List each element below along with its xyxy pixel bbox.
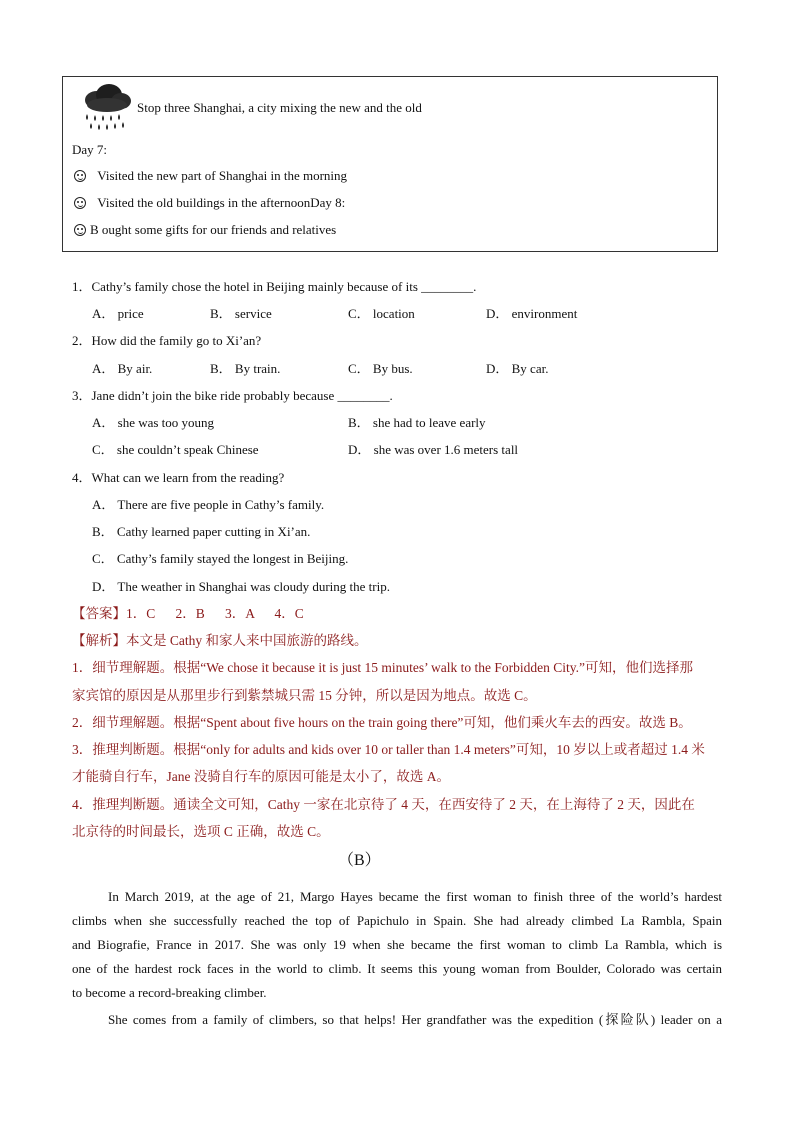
option: D． environment bbox=[486, 306, 578, 321]
section-heading: （B） bbox=[338, 852, 381, 869]
analysis-line: 2．细节理解题。根据“Spent about five hours on the train going there”可知，他们乘火车去的西安。故选 B。 bbox=[72, 715, 692, 730]
list-item bbox=[74, 195, 345, 211]
analysis-line: 家宾馆的原因是从那里步行到紫禁城只需 15 分钟，所以是因为地点。故选 C。 bbox=[72, 688, 537, 703]
analysis-intro: 本文是 Cathy 和家人来中国旅游的路线。 bbox=[126, 633, 368, 648]
analysis-line: 1．细节理解题。根据“We chose it because it is just 15 minutes’ walk to the Forbidden City.”可知，他们选择那 bbox=[72, 660, 693, 675]
option: D． The weather in Shanghai was cloudy during the trip. bbox=[92, 579, 390, 594]
smiley-icon bbox=[74, 197, 86, 209]
answer-label: 【答案】 bbox=[72, 606, 126, 621]
option: B． service bbox=[210, 306, 272, 321]
paragraph-line: and Biografie, France in 2017. She was only 19 when she became the first woman to climb La Rambla, which is bbox=[72, 937, 722, 952]
option: A． she was too young bbox=[92, 415, 215, 430]
paragraph-line: In March 2019, at the age of 21, Margo Hayes became the first woman to finish three of the world’s hardest bbox=[108, 889, 722, 904]
analysis-line: 4．推理判断题。通读全文可知，Cathy 一家在北京待了 4 天，在西安待了 2 天，在上海待了 2 天，因此在 bbox=[72, 797, 695, 812]
itinerary-box bbox=[62, 76, 718, 252]
option: B． she had to leave early bbox=[348, 415, 486, 430]
answer-line bbox=[72, 606, 304, 622]
analysis-line: 3．推理判断题。根据“only for adults and kids over 10 or taller than 1.4 meters”可知，10 岁以上或者超过 1.4 米 bbox=[72, 742, 705, 757]
option: A． There are five people in Cathy’s family. bbox=[92, 497, 325, 512]
list-item bbox=[74, 168, 347, 184]
paragraph-line: She comes from a family of climbers, so that helps! Her grandfather was the expedition (探险队) leader on a bbox=[108, 1012, 722, 1027]
option: B． Cathy learned paper cutting in Xi’an. bbox=[92, 524, 311, 539]
question-1-stem: 1．Cathy’s family chose the hotel in Beijing mainly because of its ________. bbox=[72, 279, 477, 294]
list-item-text: Visited the new part of Shanghai in the morning bbox=[97, 168, 348, 183]
paragraph-line: climbs when she successfully reached the top of Papichulo in Spain. She had already climbed La Rambla, Spain bbox=[72, 913, 722, 928]
list-item bbox=[74, 222, 336, 238]
analysis-line: 北京待的时间最长，选项 C 正确，故选 C。 bbox=[72, 824, 330, 839]
option: C． location bbox=[348, 306, 415, 321]
option: C． she couldn’t speak Chinese bbox=[92, 442, 259, 457]
question-3-stem: 3．Jane didn’t join the bike ride probably because ________. bbox=[72, 388, 393, 403]
analysis-line bbox=[72, 633, 368, 649]
list-item-text: Visited the old buildings in the afternoonDay 8: bbox=[97, 195, 346, 210]
paragraph-line: to become a record-breaking climber. bbox=[72, 985, 267, 1000]
option: C． Cathy’s family stayed the longest in Beijing. bbox=[92, 551, 349, 566]
answer-text: 1．C 2．B 3．A 4．C bbox=[126, 606, 304, 621]
analysis-line: 才能骑自行车，Jane 没骑自行车的原因可能是太小了，故选 A。 bbox=[72, 769, 450, 784]
analysis-label: 【解析】 bbox=[72, 633, 126, 648]
smiley-icon bbox=[74, 170, 86, 182]
question-4-stem: 4．What can we learn from the reading? bbox=[72, 470, 285, 485]
option: A． By air. bbox=[92, 361, 153, 376]
option: D． she was over 1.6 meters tall bbox=[348, 442, 519, 457]
option: A． price bbox=[92, 306, 144, 321]
question-2-stem: 2．How did the family go to Xi’an? bbox=[72, 333, 262, 348]
option: D． By car. bbox=[486, 361, 549, 376]
option: C． By bus. bbox=[348, 361, 413, 376]
stop-title: Stop three Shanghai, a city mixing the new and the old bbox=[137, 100, 422, 115]
paragraph-line: one of the hardest rock faces in the world to climb. It seems this young woman from Boulder, Colorado was certain bbox=[72, 961, 722, 976]
day-label: Day 7: bbox=[72, 142, 108, 157]
smiley-icon bbox=[74, 224, 86, 236]
list-item-text: B ought some gifts for our friends and relatives bbox=[90, 222, 337, 237]
option: B． By train. bbox=[210, 361, 281, 376]
rain-cloud-icon bbox=[79, 82, 133, 134]
